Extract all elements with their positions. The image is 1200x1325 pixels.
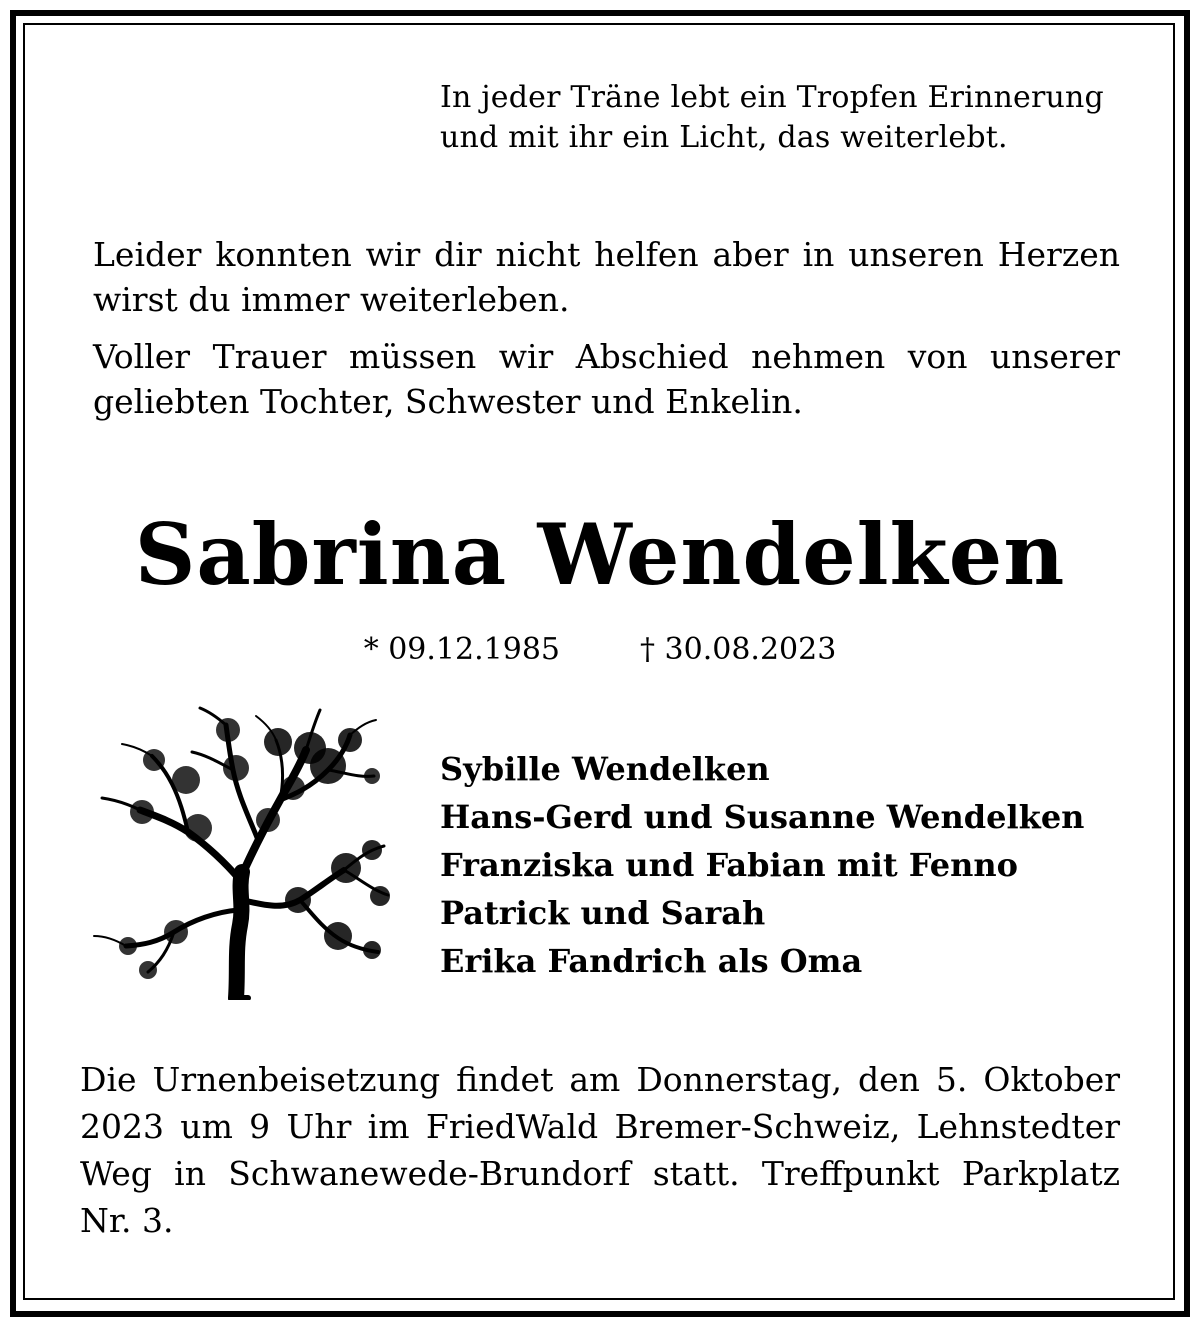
burial-notice: Die Urnenbeisetzung findet am Donnerstag, den 5. Oktober 2023 um 9 Uhr im FriedWald Bremer-Schweiz, Lehnstedter Weg in Schwanewede-Brundorf statt. Treffpunkt Parkplatz Nr. 3. xyxy=(80,1060,1120,1240)
family-list xyxy=(440,745,1160,985)
birth-date: * 09.12.1985 xyxy=(363,632,560,667)
family-member: Hans-Gerd und Susanne Wendelken xyxy=(440,798,1085,836)
family-member: Franziska und Fabian mit Fenno xyxy=(440,846,1018,884)
intro-text xyxy=(93,232,1120,424)
family-member: Sybille Wendelken xyxy=(440,750,770,788)
intro-paragraph: Leider konnten wir dir nicht helfen aber in unseren Herzen wirst du immer weiterleben. xyxy=(93,235,1120,319)
motto-line: In jeder Träne lebt ein Tropfen Erinnerung xyxy=(440,80,1104,115)
motto-line: und mit ihr ein Licht, das weiterlebt. xyxy=(440,120,1008,155)
tree-silhouette-icon xyxy=(88,700,408,1000)
deceased-name: Sabrina Wendelken xyxy=(134,505,1066,604)
motto-quote xyxy=(440,78,1140,158)
family-member: Erika Fandrich als Oma xyxy=(440,942,863,980)
death-date: † 30.08.2023 xyxy=(640,632,837,667)
life-dates xyxy=(0,630,1200,670)
family-member: Patrick und Sarah xyxy=(440,894,766,932)
intro-paragraph: Voller Trauer müssen wir Abschied nehmen von unserer geliebten Tochter, Schwester und Enkelin. xyxy=(93,337,1120,421)
